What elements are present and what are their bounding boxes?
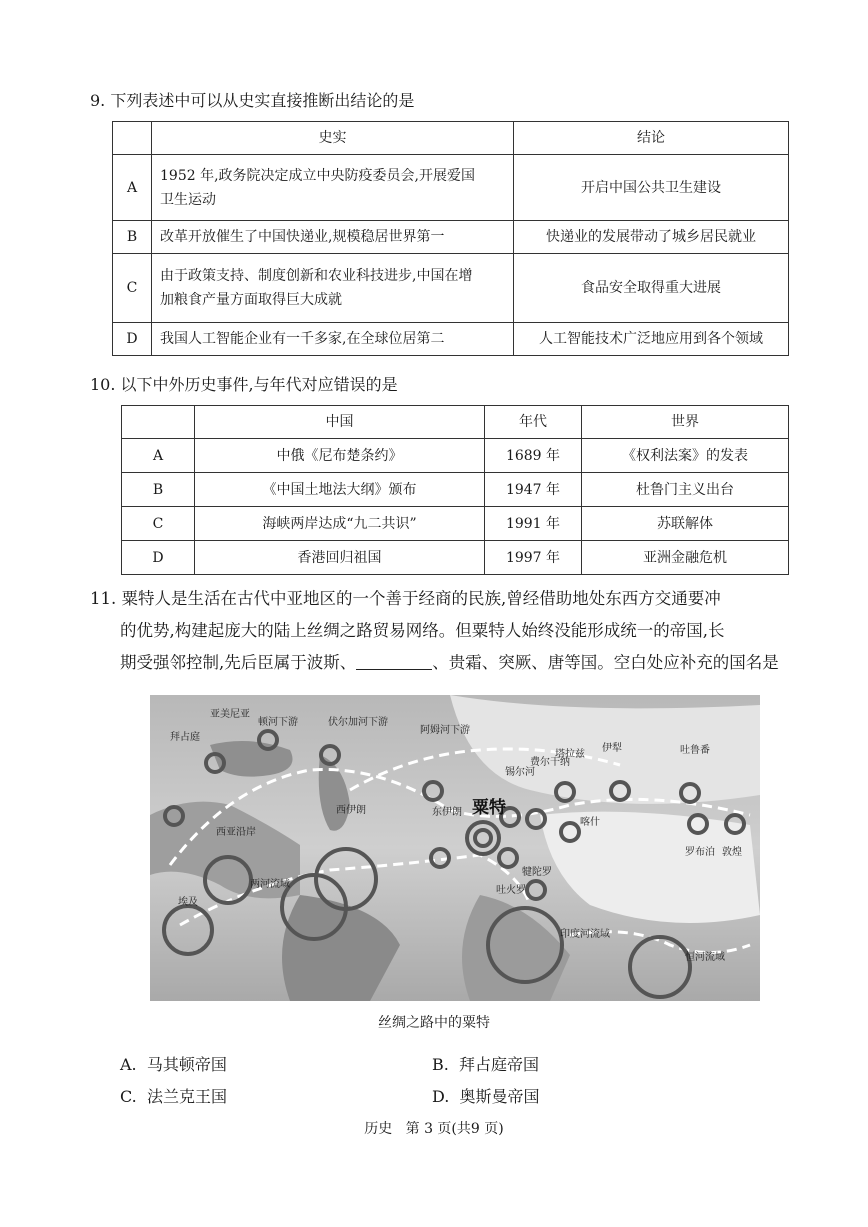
option-text: 拜占庭帝国 <box>459 1055 540 1074</box>
q9-row-fact <box>152 155 514 221</box>
q9-title: 9. 下列表述中可以从史实直接推断出结论的是 <box>90 91 415 110</box>
q9-row-conclusion: 开启中国公共卫生建设 <box>514 155 789 221</box>
q10-row-year: 1991 年 <box>485 507 582 541</box>
option-label: B. <box>432 1055 449 1074</box>
option-text: 奥斯曼帝国 <box>459 1087 540 1106</box>
q10-row <box>122 507 789 541</box>
q10-row-china: 中俄《尼布楚条约》 <box>195 439 485 473</box>
map-label: 恒河流域 <box>685 952 725 963</box>
q9-row-opt: D <box>113 323 152 356</box>
q9-row-conclusion: 人工智能技术广泛地应用到各个领域 <box>514 323 789 356</box>
q10-row-china: 海峡两岸达成“九二共识” <box>195 507 485 541</box>
q10-row-china: 《中国土地法大纲》颁布 <box>195 473 485 507</box>
q9-row-opt: C <box>113 254 152 323</box>
q9-row-conclusion: 食品安全取得重大进展 <box>514 254 789 323</box>
option-label: C. <box>120 1087 137 1106</box>
option-text: 马其顿帝国 <box>146 1055 227 1074</box>
q9-row-opt: A <box>113 155 152 221</box>
map-label: 塔拉兹 <box>555 749 585 760</box>
map-label: 锡尔河 <box>505 767 535 778</box>
silk-road-map <box>150 695 760 1001</box>
q10-row-year: 1947 年 <box>485 473 582 507</box>
q9-fact-line: 卫生运动 <box>160 191 216 208</box>
q11-stem-line: 11. 粟特人是生活在古代中亚地区的一个善于经商的民族,曾经借助地处东西方交通要冲 <box>90 589 721 608</box>
q9-fact-line: 1952 年,政务院决定成立中央防疫委员会,开展爱国 <box>160 167 475 184</box>
q10-row <box>122 541 789 575</box>
q9-row <box>113 221 789 254</box>
q10-row-opt: D <box>122 541 195 575</box>
option-label: D. <box>432 1087 450 1106</box>
option-d <box>432 1084 540 1107</box>
option-text: 法兰克王国 <box>146 1087 227 1106</box>
q9-table <box>112 121 789 356</box>
map-label: 埃及 <box>178 897 198 908</box>
option-label: A. <box>120 1055 137 1074</box>
map-label: 吐火罗 <box>496 885 526 896</box>
map-label: 伏尔加河下游 <box>328 717 388 728</box>
q9-fact-line: 由于政策支持、制度创新和农业科技进步,中国在增 <box>160 268 473 284</box>
q11-stem-line: 的优势,构建起庞大的陆上丝绸之路贸易网络。但粟特人始终没能形成统一的帝国,长 <box>120 621 725 640</box>
q10-header-china: 中国 <box>195 406 485 439</box>
q9-row <box>113 155 789 221</box>
q10-row-china: 香港回归祖国 <box>195 541 485 575</box>
map-label: 罗布泊 <box>685 847 715 858</box>
q10-row-year: 1689 年 <box>485 439 582 473</box>
option-c <box>120 1084 227 1107</box>
q9-row-opt: B <box>113 221 152 254</box>
q10-row-world: 苏联解体 <box>582 507 789 541</box>
answer-blank <box>356 653 432 670</box>
q10-row-opt: B <box>122 473 195 507</box>
map-label: 敦煌 <box>722 847 742 858</box>
map-label: 费尔干纳 <box>530 757 570 768</box>
q9-header-conclusion: 结论 <box>514 122 789 155</box>
map-label: 印度河流域 <box>560 929 610 940</box>
q9-row-fact: 我国人工智能企业有一千多家,在全球位居第二 <box>152 323 514 356</box>
map-label: 两河流域 <box>250 879 290 890</box>
q11-stem <box>90 583 790 679</box>
option-b <box>432 1052 539 1075</box>
q9-row-conclusion: 快递业的发展带动了城乡居民就业 <box>514 221 789 254</box>
map-label: 喀什 <box>580 817 600 828</box>
q9-row <box>113 323 789 356</box>
q10-header-opt <box>122 406 195 439</box>
q10-row <box>122 439 789 473</box>
map-label: 顿河下游 <box>258 717 298 728</box>
map-label: 吐鲁番 <box>680 745 710 756</box>
map-svg <box>150 695 760 1001</box>
q9-fact-line: 加粮食产量方面取得巨大成就 <box>160 292 342 308</box>
map-label: 西亚沿岸 <box>216 827 256 838</box>
q10-row-opt: A <box>122 439 195 473</box>
q11-stem-part: 、贵霜、突厥、唐等国。空白处应补充的国名是 <box>432 653 779 672</box>
q10-title: 10. 以下中外历史事件,与年代对应错误的是 <box>90 375 398 394</box>
map-label: 犍陀罗 <box>522 867 552 878</box>
map-label: 西伊朗 <box>336 805 366 816</box>
map-label-sogdiana: 粟特 <box>472 798 506 818</box>
q9-row-fact <box>152 254 514 323</box>
q11-stem-line <box>90 647 790 679</box>
q10-row-opt: C <box>122 507 195 541</box>
map-label: 亚美尼亚 <box>210 709 250 720</box>
q10-row-world: 《权利法案》的发表 <box>582 439 789 473</box>
q10-row-world: 亚洲金融危机 <box>582 541 789 575</box>
q10-row-world: 杜鲁门主义出台 <box>582 473 789 507</box>
map-label: 伊犁 <box>602 743 622 754</box>
q11-stem-part: 期受强邻控制,先后臣属于波斯、 <box>120 653 357 672</box>
q9-row-fact: 改革开放催生了中国快递业,规模稳居世界第一 <box>152 221 514 254</box>
q9-header-fact: 史实 <box>152 122 514 155</box>
option-a <box>120 1052 227 1075</box>
q10-header-year: 年代 <box>485 406 582 439</box>
map-caption: 丝绸之路中的粟特 <box>378 1015 490 1031</box>
map-label: 东伊朗 <box>432 807 462 818</box>
map-label: 阿姆河下游 <box>420 725 470 736</box>
q10-row <box>122 473 789 507</box>
map-label: 拜占庭 <box>170 732 200 743</box>
q10-table <box>121 405 789 575</box>
q10-header-world: 世界 <box>582 406 789 439</box>
q9-header-opt <box>113 122 152 155</box>
q10-row-year: 1997 年 <box>485 541 582 575</box>
q9-row <box>113 254 789 323</box>
page-footer: 历史 第 3 页(共9 页) <box>364 1121 504 1137</box>
